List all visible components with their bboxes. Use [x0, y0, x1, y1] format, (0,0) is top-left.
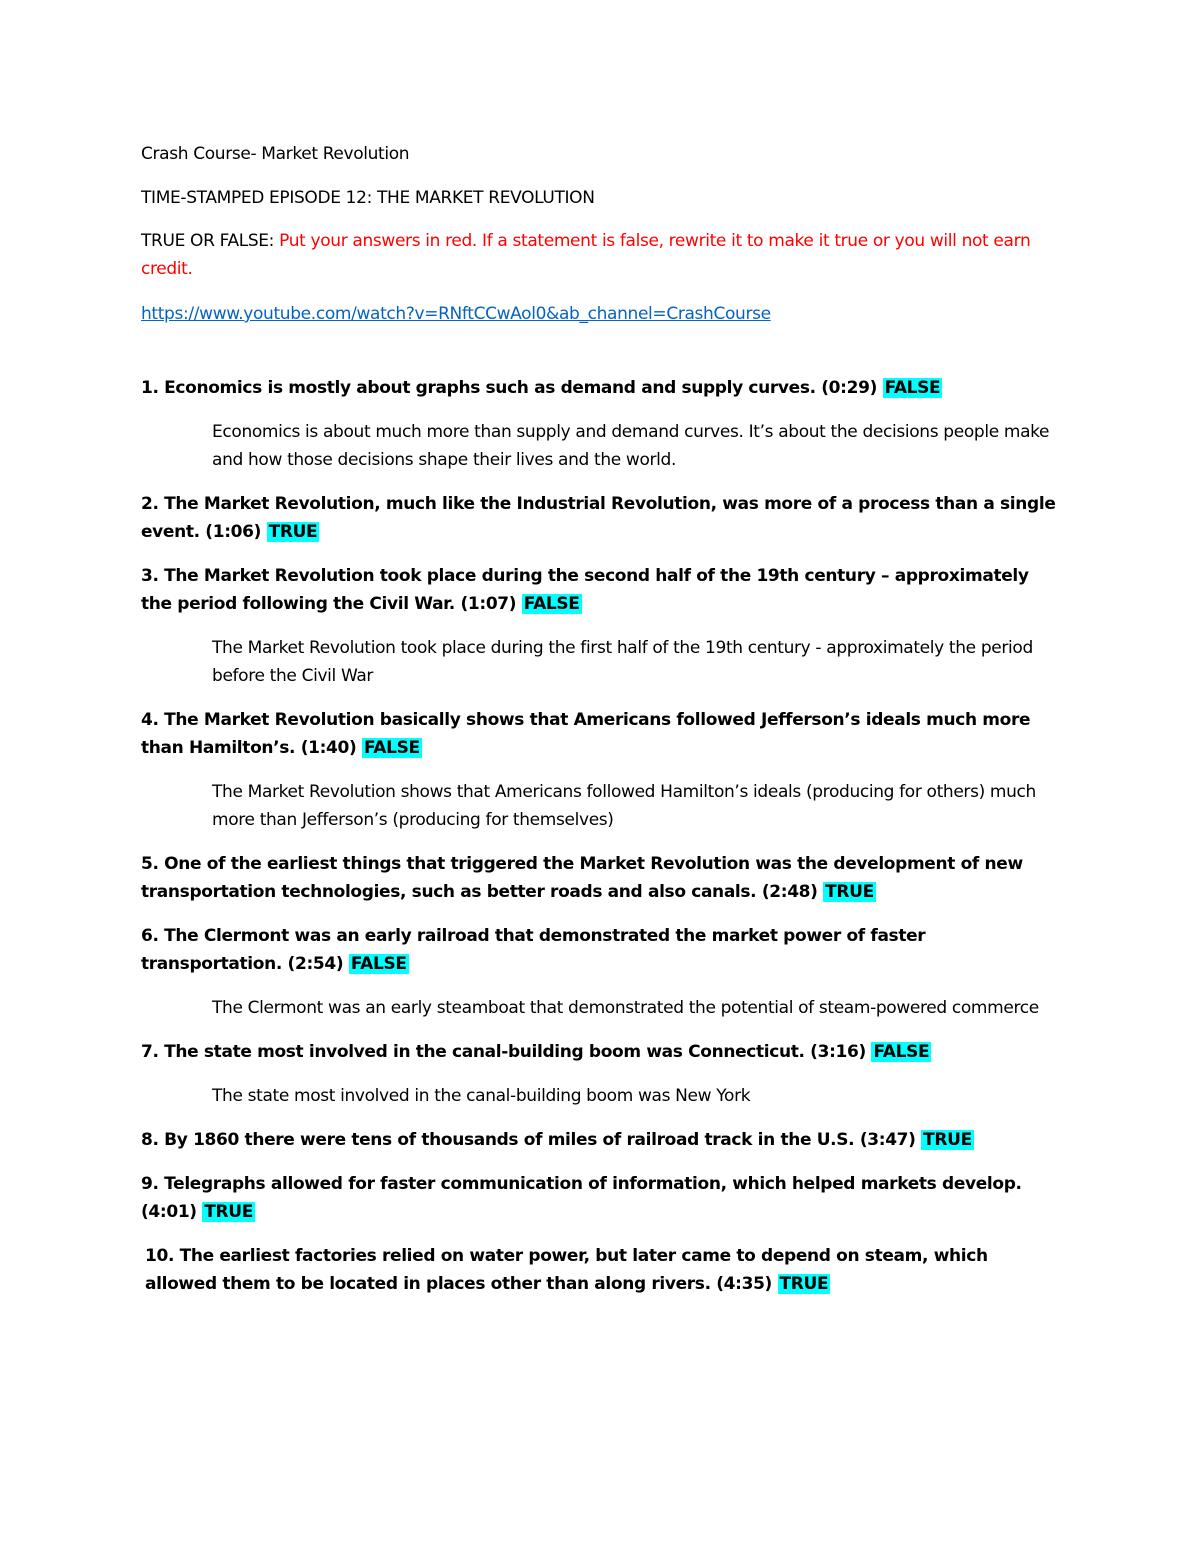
question-7 — [141, 1038, 1056, 1066]
correction-7: The state most involved in the canal-building boom was New York — [212, 1086, 751, 1106]
episode-subtitle: TIME-STAMPED EPISODE 12: THE MARKET REVOLUTION — [141, 188, 595, 208]
question-2 — [141, 490, 1056, 546]
verdict-highlight: FALSE — [884, 378, 941, 398]
question-1 — [141, 374, 1056, 402]
question-9 — [141, 1170, 1056, 1226]
question-text: 8. By 1860 there were tens of thousands of miles of railroad track in the U.S. (3:47) — [141, 1130, 922, 1150]
correction-3: The Market Revolution took place during the first half of the 19th century - approximately the period before the Civil War — [212, 638, 1033, 686]
document-title: Crash Course- Market Revolution — [141, 144, 410, 164]
question-text: 1. Economics is mostly about graphs such as demand and supply curves. (0:29) — [141, 378, 883, 398]
question-4 — [141, 706, 1056, 762]
correction-4: The Market Revolution shows that Americans followed Hamilton’s ideals (producing for others) much more than Jefferson’s (producing for themselves) — [212, 782, 1036, 830]
verdict-highlight: FALSE — [523, 594, 580, 614]
video-link[interactable]: https://www.youtube.com/watch?v=RNftCCwAol0&ab_channel=CrashCourse — [141, 304, 771, 324]
question-text: 5. One of the earliest things that triggered the Market Revolution was the development of new transportation technologies, such as better roads and also canals. (2:48) — [141, 854, 1023, 902]
verdict-highlight: TRUE — [204, 1202, 254, 1222]
question-text: 3. The Market Revolution took place during the second half of the 19th century – approximately the period following the Civil War. (1:07) — [141, 566, 1029, 614]
correction-6: The Clermont was an early steamboat that demonstrated the potential of steam-powered commerce — [212, 998, 1039, 1018]
verdict-highlight: TRUE — [825, 882, 874, 902]
question-text: 4. The Market Revolution basically shows that Americans followed Jefferson’s ideals much more than Hamilton’s. (1:40) — [141, 710, 1031, 758]
question-text: 7. The state most involved in the canal-building boom was Connecticut. (3:16) — [141, 1042, 872, 1062]
question-text: 2. The Market Revolution, much like the Industrial Revolution, was more of a process than a single event. (1:06) — [141, 494, 1056, 542]
verdict-highlight: FALSE — [350, 954, 407, 974]
question-3 — [141, 562, 1056, 618]
verdict-highlight: TRUE — [779, 1274, 829, 1294]
verdict-highlight: TRUE — [268, 522, 318, 542]
instructions — [141, 227, 1056, 283]
question-text: 9. Telegraphs allowed for faster communication of information, which helped markets develop. (4:01) — [141, 1174, 1022, 1222]
question-5 — [141, 850, 1056, 906]
question-text: 10. The earliest factories relied on water power, but later came to depend on steam, which allowed them to be located in places other than along rivers. (4:35) — [145, 1246, 988, 1294]
correction-1: Economics is about much more than supply and demand curves. It’s about the decisions people make and how those decisions shape their lives and the world. — [212, 422, 1050, 470]
question-10 — [141, 1242, 1056, 1298]
verdict-highlight: FALSE — [873, 1042, 930, 1062]
instructions-text: Put your answers in red. If a statement is false, rewrite it to make it true or you will not earn credit. — [141, 231, 1031, 279]
question-text: 6. The Clermont was an early railroad that demonstrated the market power of faster transportation. (2:54) — [141, 926, 926, 974]
verdict-highlight: TRUE — [923, 1130, 972, 1150]
document-page — [141, 140, 1056, 1314]
verdict-highlight: FALSE — [364, 738, 420, 758]
question-6 — [141, 922, 1056, 978]
instructions-label: TRUE OR FALSE: — [141, 231, 280, 251]
question-8 — [141, 1126, 1056, 1154]
